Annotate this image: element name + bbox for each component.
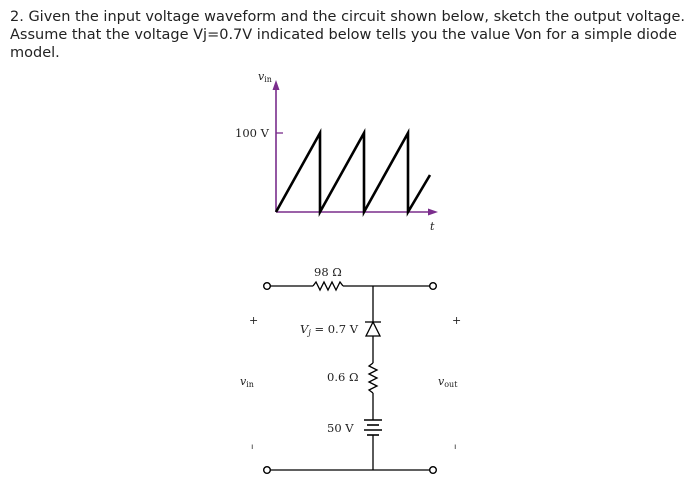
resistor-0-6-label: 0.6 Ω [327, 370, 359, 384]
circuit-labels [240, 265, 462, 450]
output-terminal-bottom [430, 467, 437, 474]
x-axis-label: t [430, 220, 435, 233]
x-axis-arrowhead [428, 209, 438, 216]
diode [366, 322, 380, 336]
question-line-3: model. [10, 45, 60, 61]
input-terminal-bottom [264, 467, 271, 474]
resistor-98-label: 98 Ω [314, 265, 342, 279]
y-axis-label: vin [258, 70, 272, 84]
input-minus-sign: – [246, 444, 259, 450]
sawtooth-waveform [276, 133, 430, 212]
battery-label: 50 V [327, 421, 354, 435]
output-minus-sign: – [449, 444, 462, 450]
diode-label: Vj = 0.7 V [300, 322, 358, 337]
question-line-2: Assume that the voltage Vj=0.7V indicated below tells you the value Von for a simple diode [10, 27, 677, 43]
peak-label: 100 V [235, 126, 269, 140]
input-label: vin [240, 375, 254, 389]
input-plus-sign: + [249, 314, 259, 327]
resistor-98 [313, 282, 343, 290]
waveform-graph [235, 70, 438, 233]
y-axis-arrowhead [273, 80, 280, 90]
output-terminal-top [430, 283, 437, 290]
input-terminal-top [264, 283, 271, 290]
resistor-0-6 [369, 363, 377, 393]
output-plus-sign: + [452, 314, 462, 327]
output-label: vout [438, 375, 458, 389]
question-line-1: 2. Given the input voltage waveform and the circuit shown below, sketch the output voltage. [10, 9, 686, 25]
